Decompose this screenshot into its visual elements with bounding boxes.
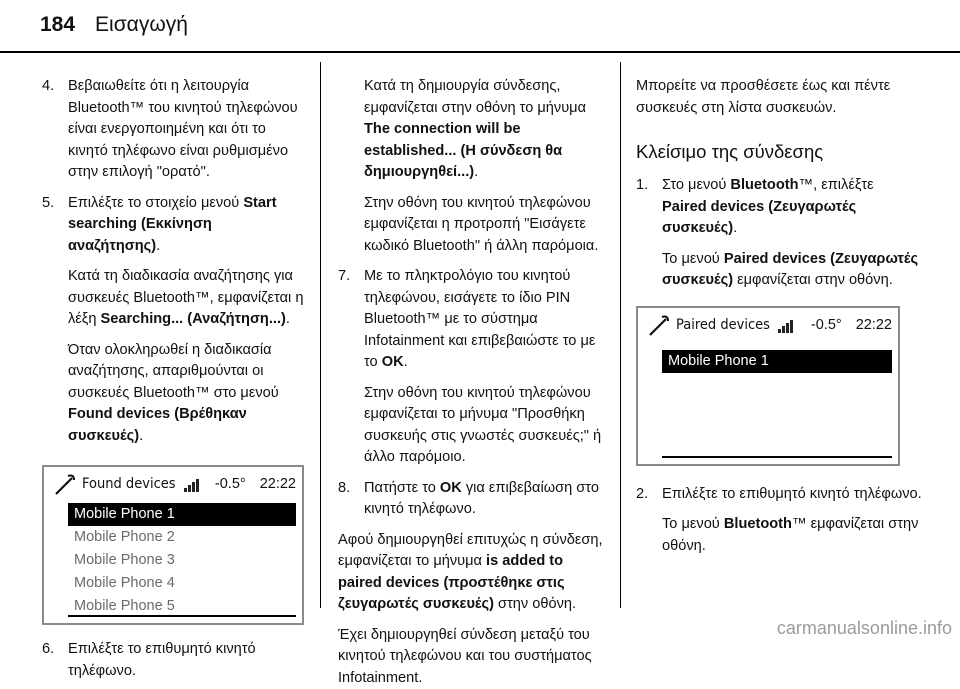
step-8: 8. Πατήστε το OK για επιβεβαίωση στο κινητό τηλέφωνο. <box>338 478 606 521</box>
connection-paragraph: Κατά τη δημιουργία σύνδεσης, εμφανίζεται στην οθόνη το μήνυμα The connection will be established... (Η σύνδεση θα δημιουργηθεί...). <box>338 76 606 184</box>
list-item[interactable]: Mobile Phone 3 <box>68 549 296 572</box>
step-6: 6. Επιλέξτε το επιθυμητό κινητό τηλέφωνο. <box>42 639 304 682</box>
column-2 <box>338 76 606 689</box>
screen-bottom-rule <box>68 615 296 617</box>
screen-bottom-rule <box>662 456 892 458</box>
screen-title: Found devices <box>82 474 176 496</box>
add-device-paragraph: Στην οθόνη του κινητού τηλεφώνου εμφανίζεται το μήνυμα "Προσθήκη συσκευής στις γνωστές συσκευές;" ή άλλο παρόμοιο. <box>338 383 606 469</box>
screen-clock: 22:22 <box>856 315 892 337</box>
found-devices-screen <box>42 465 304 625</box>
column-3 <box>636 76 922 557</box>
header-rule <box>0 51 960 53</box>
bluetooth-antenna-icon <box>646 313 672 339</box>
watermark: carmanualsonline.info <box>777 618 952 640</box>
device-list <box>68 503 296 618</box>
list-item[interactable]: Mobile Phone 1 <box>68 503 296 526</box>
connected-paragraph: Έχει δημιουργηθεί σύνδεση μεταξύ του κινητού τηλεφώνου και του συστήματος Infotainment. <box>338 625 606 689</box>
bluetooth-menu-paragraph: Το μενού Bluetooth™ εμφανίζεται στην οθόνη. <box>636 514 922 557</box>
searching-paragraph: Κατά τη διαδικασία αναζήτησης για συσκευές Bluetooth™, εμφανίζεται η λέξη Searching... (Αναζήτηση...). <box>42 266 304 331</box>
paired-devices-screen <box>636 306 900 466</box>
phone-prompt-paragraph: Στην οθόνη του κινητού τηλεφώνου εμφανίζεται η προτροπή "Εισάγετε κωδικό Bluetooth" ή άλλη παρόμοια. <box>338 193 606 258</box>
found-devices-paragraph: Όταν ολοκληρωθεί η διαδικασία αναζήτησης, απαριθμούνται οι συσκευές Bluetooth™ στο μενού Found devices (Βρέθηκαν συσκευές). <box>42 340 304 448</box>
column-divider-2 <box>620 62 621 608</box>
signal-strength-icon <box>184 478 199 492</box>
device-limit-paragraph: Μπορείτε να προσθέσετε έως και πέντε συσκευές στη λίστα συσκευών. <box>636 76 922 119</box>
list-item[interactable]: Mobile Phone 1 <box>662 350 892 373</box>
list-item[interactable]: Mobile Phone 5 <box>68 595 296 618</box>
signal-strength-icon <box>778 319 793 333</box>
bluetooth-antenna-icon <box>52 472 78 498</box>
section-heading: Κλείσιμο της σύνδεσης <box>636 139 922 165</box>
screen-status-bar <box>638 308 898 344</box>
screen-status-bar <box>44 467 302 503</box>
column-divider-1 <box>320 62 321 608</box>
paired-menu-paragraph: Το μενού Paired devices (Ζευγαρωτές συσκευές) εμφανίζεται στην οθόνη. <box>636 249 922 292</box>
close-step-2: 2. Επιλέξτε το επιθυμητό κινητό τηλέφωνο. <box>636 484 922 506</box>
screen-clock: 22:22 <box>260 474 296 496</box>
list-item[interactable]: Mobile Phone 2 <box>68 526 296 549</box>
step-7: 7. Με το πληκτρολόγιο του κινητού τηλεφώνου, εισάγετε το ίδιο PIN Bluetooth™ με το σύστημα Infotainment και επιβεβαιώστε το με το OK. <box>338 266 606 374</box>
page-number: 184 <box>40 14 75 36</box>
page-header <box>40 14 188 44</box>
screen-temperature: -0.5° <box>215 474 246 496</box>
list-item[interactable]: Mobile Phone 4 <box>68 572 296 595</box>
screen-temperature: -0.5° <box>811 315 842 337</box>
success-paragraph: Αφού δημιουργηθεί επιτυχώς η σύνδεση, εμφανίζεται το μήνυμα is added to paired devices (προστέθηκε στις ζευγαρωτές συσκευές) στην οθόνη. <box>338 530 606 616</box>
column-1 <box>42 76 304 682</box>
step-4: 4. Βεβαιωθείτε ότι η λειτουργία Bluetooth™ του κινητού τηλεφώνου είναι ενεργοποιημένη και ότι το κινητό τηλέφωνο είναι ρυθμισμένο στην επιλογή "ορατό". <box>42 76 304 184</box>
page-title: Εισαγωγή <box>95 14 188 36</box>
close-step-1: 1. Στο μενού Bluetooth™, επιλέξτε Paired devices (Ζευγαρωτές συσκευές). <box>636 175 922 240</box>
device-list <box>662 350 892 373</box>
screen-title: Paired devices <box>676 315 770 337</box>
step-5: 5. Επιλέξτε το στοιχείο μενού Start searching (Εκκίνηση αναζήτησης). <box>42 193 304 258</box>
